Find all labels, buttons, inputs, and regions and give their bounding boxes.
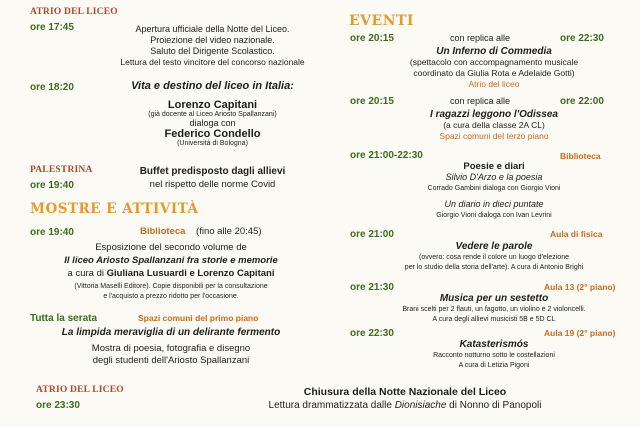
venue-atrio-closing: ATRIO DEL LICEO xyxy=(36,385,124,395)
time-22-30-inferno: ore 22:30 xyxy=(560,33,604,44)
replica-label: con replica alle xyxy=(450,33,511,43)
heading-mostre: MOSTRE E ATTIVITÀ xyxy=(30,201,199,217)
event-opening: Apertura ufficiale della Notte del Liceo. Proiezione del video nazionale. Saluto del Dirigente Scolastico. Lettura del testo vincitore del concorso nazionale xyxy=(120,24,305,67)
time-21-00-22-30: ore 21:00-22:30 xyxy=(350,150,423,161)
time-19-40-buffet: ore 19:40 xyxy=(30,180,74,191)
time-20-15-inferno: ore 20:15 xyxy=(350,33,394,44)
place-aula-13: Aula 13 (2° piano) xyxy=(544,282,616,292)
closing-section xyxy=(0,376,640,427)
replica-label-2: con replica alle xyxy=(450,96,511,106)
venue-atrio: ATRIO DEL LICEO xyxy=(30,7,118,17)
time-23-30: ore 23:30 xyxy=(36,400,80,411)
time-21-00-fisica: ore 21:00 xyxy=(350,229,394,240)
time-20-15-odissea: ore 20:15 xyxy=(350,96,394,107)
tutta-la-serata-label: Tutta la serata xyxy=(30,313,98,324)
heading-eventi: EVENTI xyxy=(349,13,414,29)
event-buffet: Buffet predisposto dagli allievi nel rispetto delle norme Covid xyxy=(139,166,286,190)
time-19-40-biblioteca: ore 19:40 xyxy=(30,227,74,238)
time-18-20: ore 18:20 xyxy=(30,82,74,93)
event-chiusura: Chiusura della Notte Nazionale del Liceo Lettura drammatizzata dalle Dionisiache di Nonno di Panopoli xyxy=(268,386,542,411)
event-musica: Musica per un sestetto Brani scelti per 2 flauti, un fagotto, un violino e 2 violoncelli. A cura degli allievi musicisti 5B e 5D CL xyxy=(402,293,586,323)
event-odissea: I ragazzi leggono l'Odissea (a cura della classe 2A CL) Spazi comuni del terzo piano xyxy=(430,109,558,141)
place-biblioteca-2: Biblioteca xyxy=(560,151,601,161)
event-mostra-poesia: La limpida meraviglia di un delirante fermento Mostra di poesia, fotografia e disegno degli studenti dell'Ariosto Spallanzani xyxy=(61,327,281,366)
venue-palestrina: PALESTRINA xyxy=(30,165,93,175)
time-17-45: ore 17:45 xyxy=(30,22,74,33)
event-vedere-parole: Vedere le parole (ovvero: cosa rende il colore un luogo d'elezione per lo studio della storia dell'arte). A cura di Antonio Brighi xyxy=(404,241,584,271)
place-primo-piano: Spazi comuni del primo piano xyxy=(138,313,259,323)
place-biblioteca: Biblioteca (fino alle 20:45) xyxy=(140,226,262,237)
place-aula-19: Aula 19 (2° piano) xyxy=(544,328,616,338)
time-21-30: ore 21:30 xyxy=(350,282,394,293)
place-aula-fisica: Aula di fisica xyxy=(550,229,603,239)
event-esposizione: Esposizione del secondo volume de Il liceo Ariosto Spallanzani fra storie e memorie a cura di Giuliana Lusuardi e Lorenzo Capitani (Vittoria Maselli Editore). Copie disponibili per la consultazione e l'acquisto a prezzo ridotto per l'occasione. xyxy=(64,242,278,300)
event-poesie-diari: Poesie e diari Silvio D'Arzo e la poesia Corrado Gambini dialoga con Giorgio Vioni Un diario in dieci puntate Giorgio Vioni dialoga con Ivan Levrini xyxy=(427,161,561,219)
event-inferno: Un Inferno di Commedia (spettacolo con accompagnamento musicale coordinato da Giulia Rota e Adelaide Gotti) Atrio del liceo xyxy=(409,46,579,89)
time-22-00-odissea: ore 22:00 xyxy=(560,96,604,107)
event-vita-destino: Vita e destino del liceo in Italia: Lorenzo Capitani (già docente al Liceo Ariosto Spallanzani) dialoga con Federico Condello (Università di Bologna) xyxy=(131,80,294,147)
event-katasterismos: Katasterismós Racconto notturno sotto le costellazioni A cura di Letizia Pigoni xyxy=(433,339,555,369)
time-22-30-katasterismos: ore 22:30 xyxy=(350,328,394,339)
